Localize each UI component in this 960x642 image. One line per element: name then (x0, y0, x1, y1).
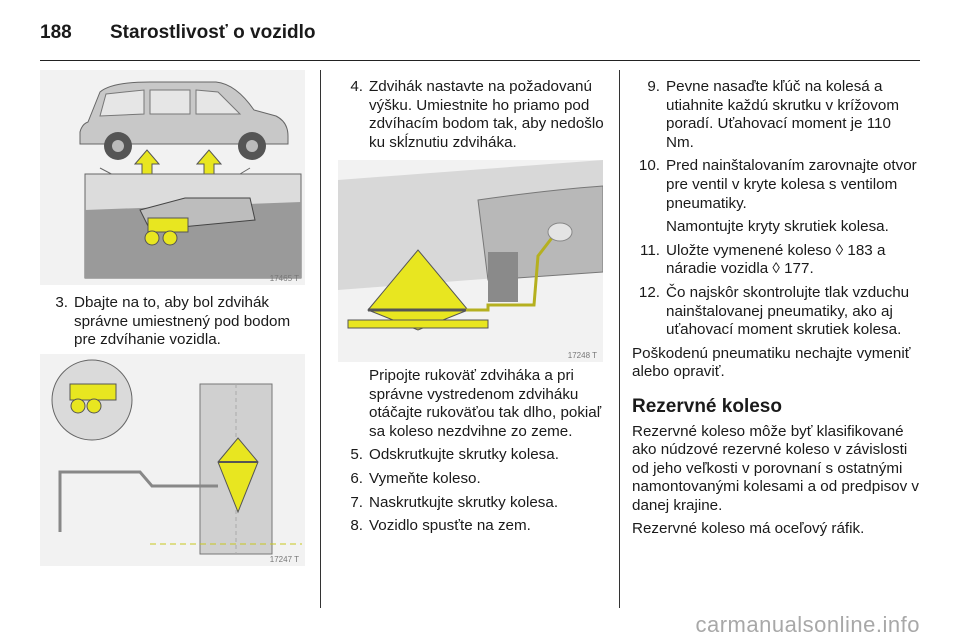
paragraph-spare-wheel-rim: Rezervné koleso má oceľový ráfik. (632, 520, 865, 538)
list-item-6: 6. Vymeňte koleso. (350, 469, 481, 487)
page-number: 188 (40, 22, 72, 43)
figure-code: 17247 T (269, 555, 299, 564)
column-2-text-top (335, 78, 610, 157)
figure-jack-position (40, 354, 305, 566)
list-item-4: 4. Zdvihák nastavte na požadovanú výšku. Umiestnite ho priamo pod zdvíhacím bodom tak, aby nedošlo ku skĺznutiu zdviháka. (350, 78, 604, 151)
column-divider-1 (320, 70, 321, 608)
list-item-5: 5. Odskrutkujte skrutky kolesa. (350, 446, 559, 464)
column-divider-2 (619, 70, 620, 608)
list-item-8: 8. Vozidlo spusťte na zem. (350, 517, 531, 535)
figure-car-lifting-points (40, 70, 305, 285)
column-2-text-bottom (335, 367, 610, 541)
paragraph-spare-wheel-classification: Rezervné koleso môže byť klasifikované ako núdzové rezervné koleso v závislosti od jeho veľkosti v porovnaní s ostatnými namontovanými kolesami a od predpisov v danej krajine. (632, 422, 920, 514)
column-1-text (40, 294, 310, 355)
list-item-9: 9. Pevne nasaďte kľúč na kolesá a utiahnite každú skrutku v krížovom poradí. Uťahovací moment je 110 Nm. (647, 78, 899, 151)
jack-handle-illustration (338, 160, 603, 362)
step-continuation: Pripojte rukoväť zdviháka a pri správne vystredenom zdviháku otáčajte rukoväťou tak dlho, pokiaľ sa koleso nezdvihne zo zeme. (369, 367, 602, 440)
list-item-11: 11. Uložte vymenené koleso ◊ 183 a náradie vozidla ◊ 177. (640, 241, 886, 278)
column-3-text (632, 78, 922, 544)
figure-code: 17465 T (269, 274, 299, 283)
page-header (40, 18, 315, 48)
paragraph-damaged-tyre: Poškodenú pneumatiku nechajte vymeniť alebo opraviť. (632, 344, 911, 381)
list-item-7: 7. Naskrutkujte skrutky kolesa. (350, 493, 559, 511)
list-item-10: 10. Pred nainštalovaním zarovnajte otvor pre ventil v kryte kolesa s ventilom pneumatiky. (638, 157, 917, 212)
jack-position-illustration (40, 354, 305, 566)
section-heading-spare-wheel: Rezervné koleso (632, 395, 782, 417)
header-rule (40, 60, 920, 61)
car-lifting-illustration (40, 70, 305, 285)
figure-jack-handle (338, 160, 603, 362)
page-title: Starostlivosť o vozidlo (110, 22, 316, 43)
watermark: carmanualsonline.info (695, 612, 920, 637)
figure-code: 17248 T (567, 351, 597, 360)
list-item-12: 12. Čo najskôr skontrolujte tlak vzduchu nainštalovanej pneumatiky, ako aj uťahovací moment skrutiek kolesa. (638, 283, 910, 339)
list-item-10-extra: Namontujte kryty skrutiek kolesa. (666, 218, 889, 236)
list-item-3: 3. Dbajte na to, aby bol zdvihák správne umiestnený pod bodom pre zdvíhanie vozidla. (55, 294, 291, 349)
